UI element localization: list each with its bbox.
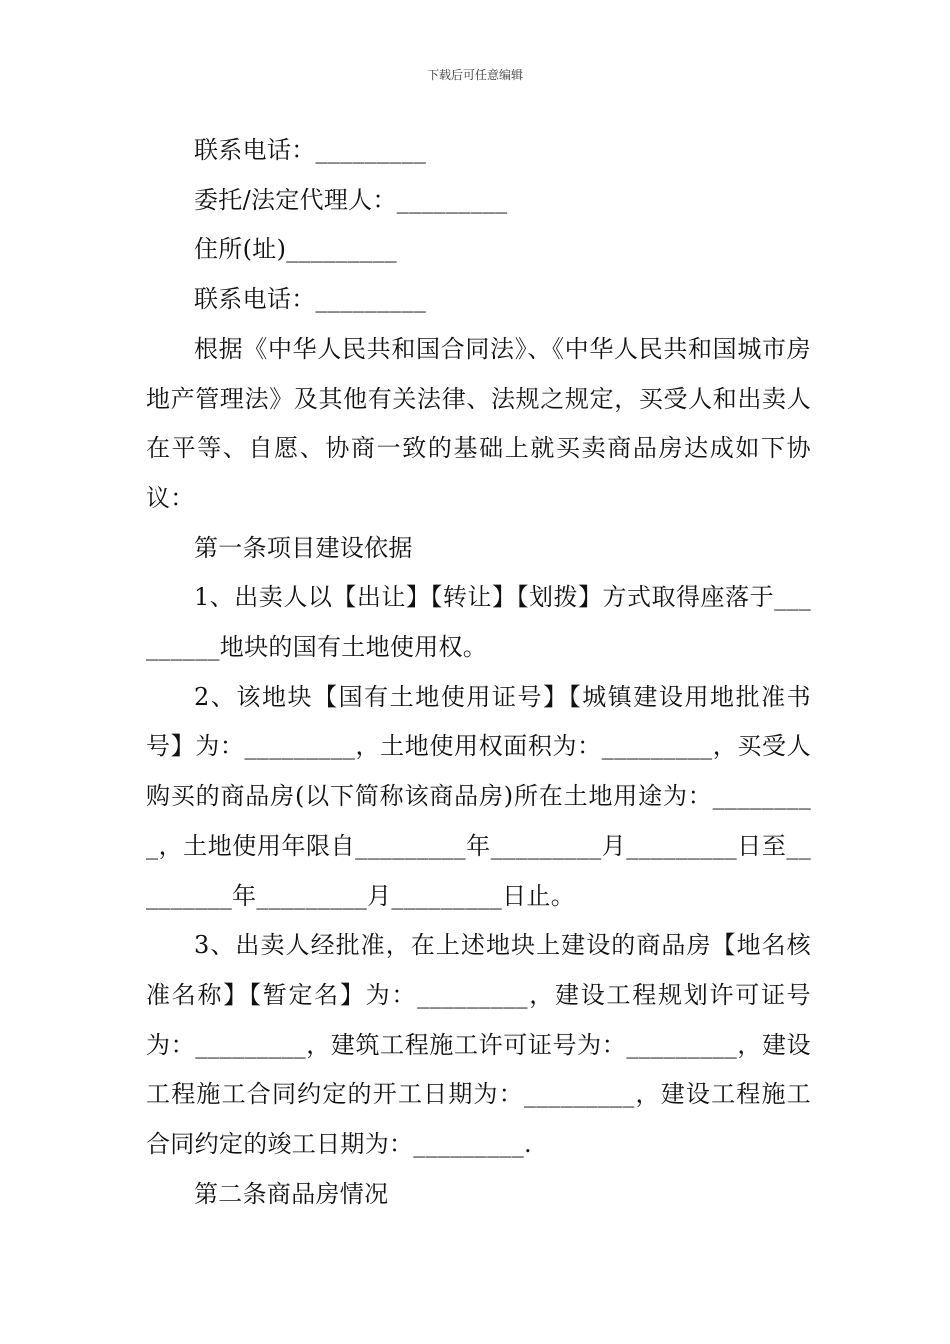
- address-line: 住所(址)_________: [194, 235, 397, 264]
- contact-phone-line-2: 联系电话：_________: [194, 285, 427, 314]
- clause-2-paragraph: 2、该地块【国有土地使用证号】【城镇建设用地批准书号】为：_________，土地使用权面积为：_________，买受人购买的商品房(以下简称该商品房)所在土地用途为：_________，土地使用年限自_________年_________月_________日至_________年_________月_________日止。: [146, 682, 811, 910]
- agent-line: 委托/法定代理人：_________: [194, 185, 508, 214]
- preamble-paragraph: 根据《中华人民共和国合同法》、《中华人民共和国城市房地产管理法》及其他有关法律、法规之规定，买受人和出卖人在平等、自愿、协商一致的基础上就买卖商品房达成如下协议：: [146, 334, 811, 512]
- document-body: [146, 126, 811, 1219]
- header-note: 下载后可任意编辑: [426, 68, 523, 82]
- clause-3-paragraph: 3、出卖人经批准，在上述地块上建设的商品房【地名核准名称】【暂定名】为：_________，建设工程规划许可证号为：_________，建筑工程施工许可证号为：_________，建设工程施工合同约定的开工日期为：_________，建设工程施工合同约定的竣工日期为：_________.: [146, 931, 811, 1159]
- contact-phone-line: 联系电话：_________: [194, 136, 427, 164]
- article-2-heading: 第二条商品房情况: [194, 1179, 389, 1208]
- article-1-heading: 第一条项目建设依据: [194, 533, 413, 562]
- clause-1-paragraph: 1、出卖人以【出让】【转让】【划拨】方式取得座落于_________地块的国有土地使用权。: [146, 583, 811, 662]
